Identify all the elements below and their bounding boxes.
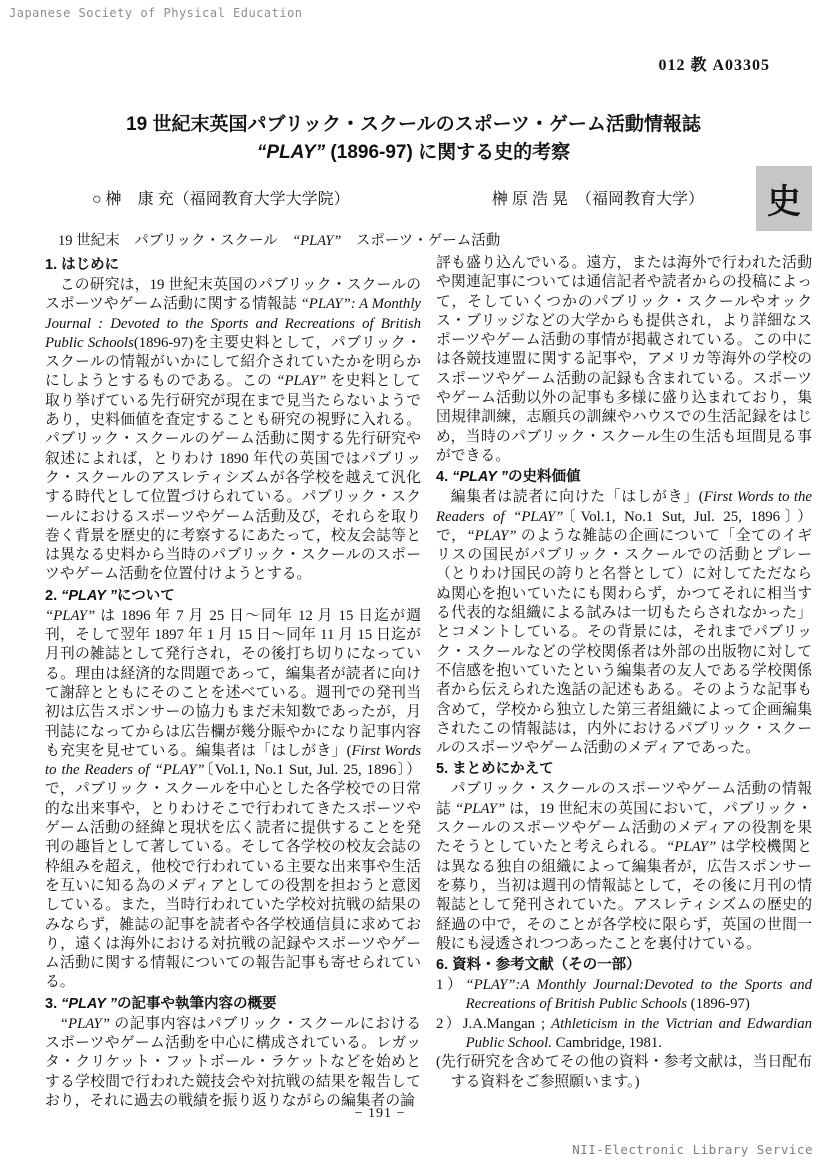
- section-heading: [45, 586, 421, 606]
- author-second: 榊 原 浩 晃 （福岡教育大学）: [491, 191, 704, 208]
- italic-run: Athleticism in the Victrian and Edwardian Public School.: [465, 1015, 812, 1051]
- italic-run: “PLAY”: [292, 233, 342, 249]
- italic-run: “PLAY”: [256, 141, 326, 163]
- text-run: 〔Vol.1, No.1 Sut, Jul. 25, 1896〕）で，: [436, 508, 812, 544]
- article-body: [45, 254, 812, 1111]
- text-run: 1）: [436, 977, 466, 994]
- paper-title-line1: 19 世紀末英国パブリック・スクールのスポーツ・ゲーム活動情報誌: [126, 114, 701, 135]
- italic-run: “PLAY”: [466, 527, 517, 544]
- text-run: 編集者は読者に向けた「はしがき」(: [450, 489, 704, 506]
- section-heading: [436, 467, 812, 487]
- text-run: 5. まとめにかえて: [436, 761, 554, 778]
- italic-run: “PLAY”: [59, 1015, 110, 1032]
- text-run: を史料として取り挙げている先行研究が現在まで見当たらないようであり，史料価値を査定することも研究の視野に入れる。パブリック・スクールのゲーム活動に関する先行研究や叙述によれば，とりわけ 1890 年代の英国ではパブリック・スクールのアスレティシズムが各学校を越えて汎化する時代として位置づけられている。パブリック・スクールにおけるスポーツやゲーム活動及び，それらを取り巻く背景を歴史的に考察するにあたって，校友会誌等とは異なる史料から当時のパブリック・スクールのスポーツやゲーム活動を位置付けようとする。: [45, 373, 421, 583]
- text-run: (1896-97): [686, 996, 750, 1013]
- text-run: は学校機関とは異なる独自の組織によって編集者が，広告スポンサーを募り，当初は週刊の情報誌として，その後に月刊の情報誌として発刊されていた。アスレティシズムの歴史的経過の中で，そのことが各学校に限らず，英国の世間一般にも浸透されつつあったことを裏付けている。: [436, 839, 812, 952]
- right-column: [436, 254, 812, 1111]
- paper-title: [0, 111, 827, 166]
- italic-run: “PLAY”: [276, 373, 327, 390]
- keywords-line: [58, 229, 500, 250]
- text-run: Cambridge, 1981.: [551, 1034, 663, 1051]
- paragraph: [436, 488, 812, 758]
- paper-title-line2: [0, 139, 827, 167]
- left-column: [45, 254, 421, 1111]
- text-run: (1896-97)を主要史料として，パブリック・スクールの情報がいかにして紹介されていたかを明らかにしようとするものである。この: [45, 334, 421, 390]
- text-run: は，19 世紀末の英国において，パブリック・スクールのスポーツやゲーム活動のメディアの役割を果たそうとしていたと考えられる。: [436, 800, 813, 856]
- italic-run: “PLAY ”: [452, 469, 508, 486]
- text-run: スポーツ・ゲーム活動: [341, 233, 501, 249]
- scan-source-label: Japanese Society of Physical Education: [9, 6, 303, 20]
- library-service-label: NII-Electronic Library Service: [572, 1142, 813, 1157]
- italic-run: First Words to the Readers of “PLAY”: [436, 489, 812, 525]
- document-code: 012 教 A03305: [658, 57, 770, 74]
- text-run: の記事や執筆内容の概要: [117, 995, 277, 1012]
- text-run: の史料価値: [508, 469, 581, 486]
- section-heading: [436, 759, 812, 779]
- text-run: の記事内容はパブリック・スクールにおけるスポーツやゲーム活動を中心に構成されている。レガッタ・クリケット・フットボール・ラケットなどを始めとする学校間で行われた競技会や対抗戦の結果を報告しており，それに過去の戦績を振り返りながらの編集者の論: [45, 1015, 421, 1109]
- italic-run: “PLAY”:A Monthly Journal:Devoted to the Sports and Recreations of British Public Schools: [465, 977, 812, 1013]
- text-run: 評も盛り込んでいる。遠方，または海外で行われた活動や関連記事については通信記者や読者からの投稿によって，そしていくつかのパブリック・スクールやオックス・ブリッジなどの大学からも提供され，より詳細なスポーツやゲーム活動の事情が掲載されている。この中には各競技連盟に関する記事や，アメリカ等海外の学校のスポーツやゲーム活動の記録も含まれている。スポーツやゲーム活動以外の記事も多様に盛り込まれており，集団規律訓練，志願兵の訓練やハウスでの生活記録をはじめ，当時のパブリック・スクール生の生活も垣間見る事ができる。: [436, 255, 812, 464]
- reference-item: [436, 1015, 812, 1054]
- text-run: 19 世紀末 パブリック・スクール: [58, 233, 293, 249]
- italic-run: “PLAY”: [455, 800, 506, 817]
- section-heading: [436, 955, 812, 975]
- italic-run: First Words to the Readers of “PLAY”: [45, 742, 421, 779]
- text-run: 〔Vol.1, No.1 Sut, Jul. 25, 1896〕）で，パブリック・スクールを中心とした各学校での日常的な出来事や，とりわけそこで行われてきたスポーツやゲーム活動の経緯と現状を広く読者に提供することを発刊の趣旨として著している。そして各学校の校友会誌の枠組みを超え，他校で行われている主要な出来事や生活を互いに知る為のメディアとしての役割を担おうと意図している。また，当時行われていた学校対抗戦の結果のみならず，雑誌の記事を読者や各学校通信員に求めており，遠くは海外における対抗戦の記録やスポーツやゲーム活動に関する情報についての報告記事も寄せられている。: [45, 762, 421, 991]
- text-run: パブリック・スクールのスポーツやゲーム活動の情報誌: [436, 781, 812, 817]
- paragraph: [436, 254, 812, 466]
- reference-item: [436, 976, 812, 1015]
- text-run: 3.: [45, 995, 62, 1012]
- paragraph: [45, 1015, 421, 1111]
- text-run: (1896-97) に関する史的考察: [325, 141, 571, 163]
- text-run: のような雑誌の企画について「全てのイギリスの国民がパブリック・スクールでの活動とプレー（とりわけ国民の誇りと名誉として）に対してただならぬ関心を抱いていたにも関わらず，かつてそれに相当する代表的な組織による試みは一切もたらされなかった」とコメントしている。その背景には，それまでパブリック・スクールなどの学校関係者は外部の出版物に対して不信感を抱いていたという編集者の友人である学校関係者から伝えられた逸話の記述もある。そのような記事も含めて，学校から独立した第三者組織によって企画編集されたこの情報誌は，内外におけるパブリック・スクールのスポーツやゲーム活動のメディアであった。: [436, 527, 812, 757]
- text-run: 2.: [45, 587, 62, 604]
- text-run: 4.: [436, 469, 453, 486]
- section-heading: [45, 994, 421, 1014]
- page-number: − 191 −: [354, 1106, 406, 1121]
- text-run: 6. 資料・参考文献（その一部）: [436, 957, 641, 974]
- text-run: は 1896 年 7 月 25 日～同年 12 月 15 日迄が週刊，そして翌年 1897 年 1 月 15 日～同年 11 月 15 日迄が月刊の雑誌として発行され，その後打ち切りになっている。理由は経済的な問題であって，編集者が読者に向けて謝辞とともにそのことを述べている。週刊での発刊当初は広告スポンサーの協力もまだ未知数であったが，月刊誌になってからは広告欄が幾分賑やかになり記事内容も充実を見せている。編集者は「はしがき」(: [45, 607, 421, 759]
- text-run: について: [117, 587, 175, 604]
- italic-run: “PLAY”: [45, 607, 96, 624]
- authors-row: [92, 186, 704, 209]
- paragraph: [45, 276, 421, 585]
- reference-note: [436, 1053, 812, 1092]
- text-run: この研究は，19 世紀末英国のパブリック・スクールのスポーツやゲーム活動に関する情報誌: [45, 277, 421, 313]
- text-run: 2）J.A.Mangan ;: [436, 1015, 552, 1032]
- italic-run: “PLAY”: A Monthly Journal : Devoted to the Sports and Recreations of British Public Schools: [45, 296, 421, 351]
- text-run: (先行研究を含めてその他の資料・参考文献は，当日配布する資料をご参照願います。): [436, 1054, 812, 1090]
- section-heading: [45, 255, 421, 275]
- italic-run: “PLAY ”: [61, 587, 117, 604]
- italic-run: “PLAY”: [666, 839, 717, 856]
- category-tab: 史: [756, 166, 812, 231]
- italic-run: “PLAY ”: [61, 995, 117, 1012]
- paragraph: [45, 607, 421, 993]
- text-run: 1. はじめに: [45, 257, 120, 273]
- paragraph: [436, 780, 812, 954]
- author-first: ○ 榊 康 充（福岡教育大学大学院）: [92, 191, 350, 208]
